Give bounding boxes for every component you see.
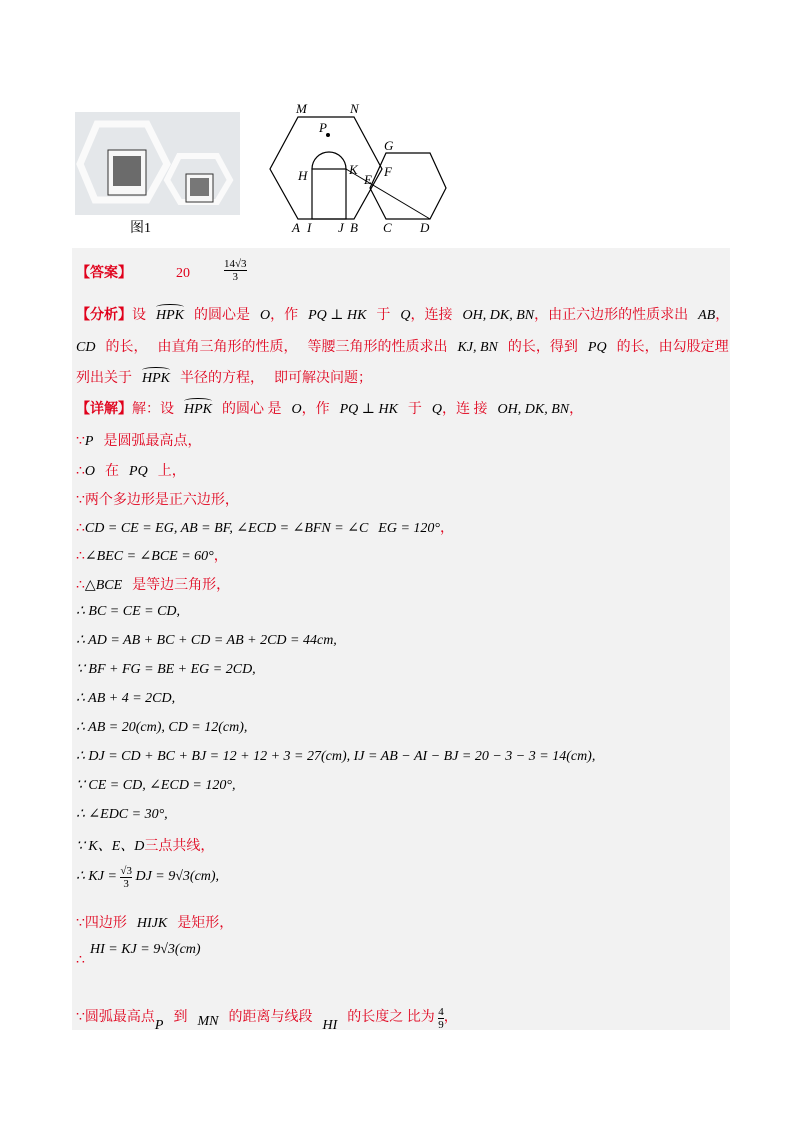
kj-line: ∴ KJ = $\frac{√3}{3}$ DJ = 9√3(cm), [76, 865, 220, 890]
point-label-G: G [384, 138, 394, 153]
answer-value-2: $\frac{14√3}{3}$ [224, 258, 247, 283]
step-4: ∴ CD = CE = EG, AB = BF, ∠ECD = ∠BFN = ∠C EG = 120° ， [76, 521, 454, 536]
point-label-K: K [349, 162, 358, 177]
step-1: ∵ P 是圆弧最高点， [76, 434, 202, 449]
point-label-P: P [319, 120, 327, 135]
eq-3: ∵ BF + FG = BE + EG = 2CD, [76, 662, 256, 677]
analysis-line-1: 【分析】 设 HPK 的圆心是 O ，作 PQ ⊥ HK 于 Q ，连接 OH, DK, BN ，由正六边形的性质求出 AB ， [76, 308, 730, 323]
point-label-F: F [384, 164, 392, 179]
point-label-M: M [296, 101, 307, 116]
eq-1: ∴ BC = CE = CD, [76, 604, 181, 619]
hi-therefore: ∴ [76, 953, 85, 968]
collinear-line: ∵ K、E、D 三点共线， [76, 839, 215, 854]
point-label-N: N [350, 101, 359, 116]
hexagon-shelf-photo [75, 112, 240, 215]
eq-4: ∴ AB + 4 = 2CD, [76, 691, 176, 706]
point-label-C: C [383, 220, 392, 235]
answer-line [76, 258, 247, 293]
hi-line: HI = KJ = 9√3(cm) [90, 942, 201, 957]
step-5: ∴ ∠BEC = ∠BCE = 60° ， [76, 549, 228, 564]
answer-value-1: 20 [176, 266, 190, 281]
figure-caption: 图1 [130, 221, 151, 236]
eq-8: ∴ ∠EDC = 30°, [76, 807, 168, 822]
point-label-E: E [364, 172, 372, 187]
hexagon-diagram [262, 98, 462, 238]
analysis-line-3: 列出关于 HPK 半径的方程， 即可解决问题； [76, 371, 372, 386]
point-label-D: D [420, 220, 430, 235]
point-label-I: I [307, 220, 312, 235]
step-3: ∵ 两个多边形是正六边形， [76, 493, 239, 508]
rect-line: ∵ 四边形 HIJK 是矩形， [76, 916, 234, 931]
eq-7: ∵ CE = CD, ∠ECD = 120°, [76, 778, 236, 793]
detail-line-1: 【详解】 解：设 HPK 的圆心 是 O ，作 PQ ⊥ HK 于 Q ，连 接 OH, DK, BN ， [76, 402, 584, 417]
eq-5: ∴ AB = 20(cm), CD = 12(cm), [76, 720, 248, 735]
step-2: ∴ O 在 PQ 上， [76, 464, 186, 479]
eq-2: ∴ AD = AB + BC + CD = AB + 2CD = 44cm, [76, 633, 337, 648]
analysis-line-2: CD 的长， 由直角三角形的性质， 等腰三角形的性质求出 KJ, BN 的长，得到 PQ 的长，由勾股定理 [76, 340, 729, 355]
ratio-line: ∵ 圆弧最高点 P 到 MN 的距离与线段 HI 的长度之 比为 $\frac{4}{9}$ ， [76, 1006, 458, 1033]
point-label-J: J [338, 220, 344, 235]
point-label-A: A [292, 220, 300, 235]
step-6: ∴ △BCE 是等边三角形， [76, 578, 231, 593]
answer-label: 【答案】 [76, 266, 132, 281]
point-label-B: B [350, 220, 358, 235]
eq-6: ∴ DJ = CD + BC + BJ = 12 + 12 + 3 = 27(cm), IJ = AB − AI − BJ = 20 − 3 − 3 = 14(cm), [76, 749, 596, 764]
point-label-H: H [298, 168, 308, 183]
